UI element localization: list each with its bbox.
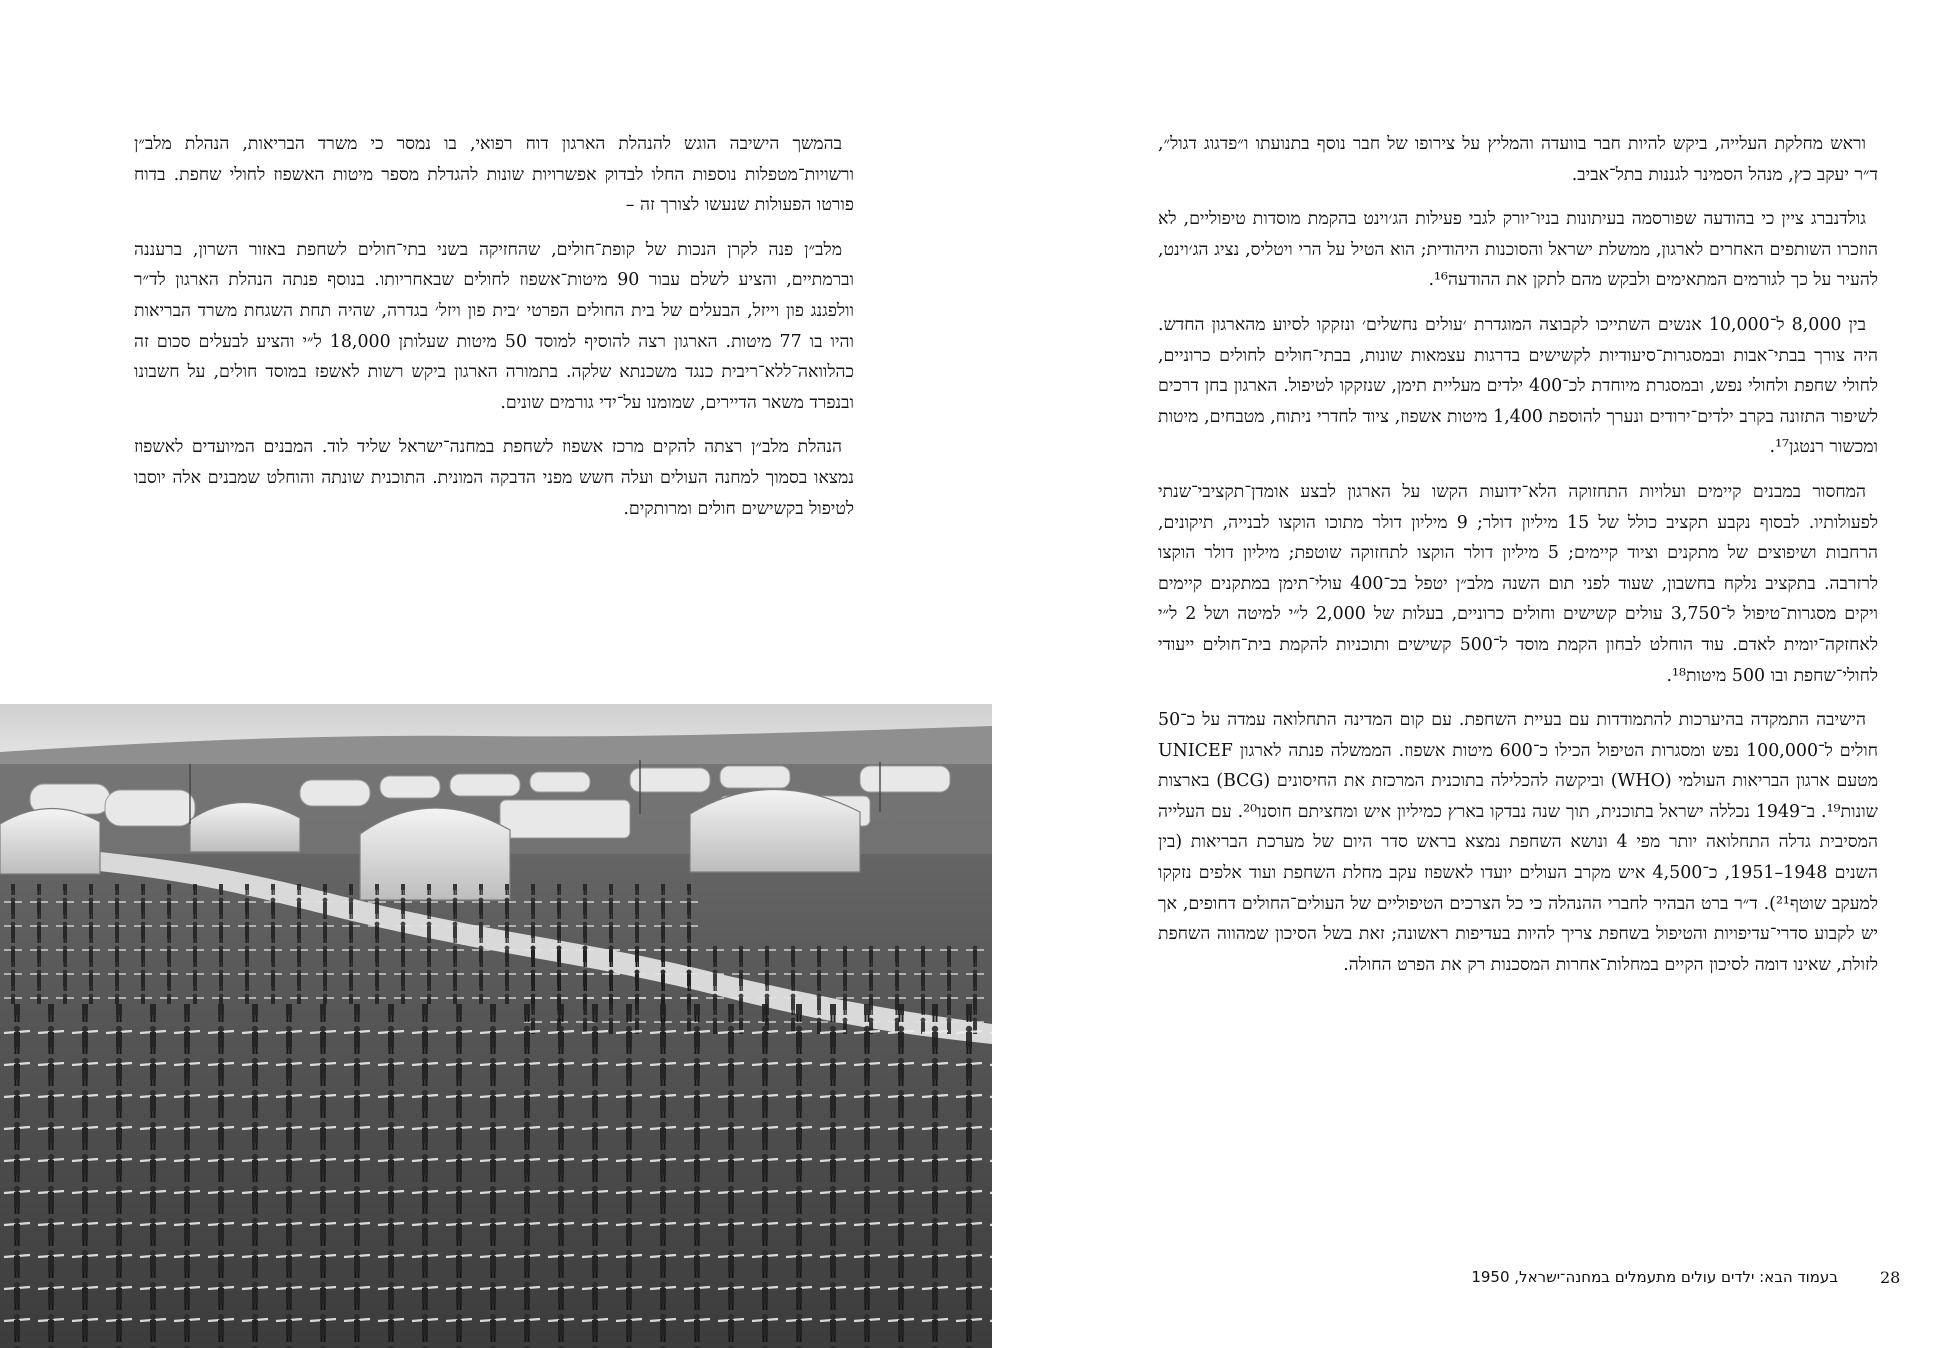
paragraph: המחסור במבנים קיימים ועלויות התחזוקה הלא־ידועות הקשו על הארגון לבצע אומדן־תקציבי־שנתי לפעולותיו. לבסוף נקבע תקציב כולל של 15 מיליון דולר; 9 מיליון דולר מתוכו הוקצו לבנייה, תיקונים, הרחבות ושיפוצים של מתקנים וציוד קיימים; 5 מיליון דולר הוקצו לתחזוקה שוטפת; מיליון דולר הוקצו לרזרבה. בתקציב נלקח בחשבון, שעוד לפני תום השנה מלב״ן יטפל בכ־400 עולי־תימן במתקנים קיימים ויקים מסגרות־טיפול ל־3,750 עולים קשישים וחולים כרוניים, בעלות של 2,000 ל״י למיטה ושל 2 ל״י לאחזקה־יומית לאדם. עוד הוחלט לבחון הקמת מוסד ל־500 קשישים ותוכניות להקמת בית־חולים ייעודי לחולי־שחפת ובו 500 מיטות¹⁸.	[1158, 481, 1879, 686]
paragraph: הישיבה התמקדה בהיערכות להתמודדות עם בעיית השחפת. עם קום המדינה התחלואה עמדה על כ־50 חולים ל־100,000 נפש ומסגרות הטיפול הכילו כ־600 מיטות אשפוז. הממשלה פנתה לארגון UNICEF מטעם ארגון הבריאות העולמי (WHO) וביקשה להכלילה בתוכנית המרכזת את החיסונים (BCG) בארצות שונות¹⁹. ב־1949 נכללה ישראל בתוכנית, תוך שנה נבדקו בארץ כמיליון איש ומחציתם חוסנו²⁰. עם העלייה המסיבית גדלה התחלואה יותר מפי 4 ונושא השחפת נמצא בראש סדר היום של מערכת הבריאות (בין השנים 1948–1951, כ־4,500 איש מקרב העולים יועדו לאשפוז עקב מחלת השחפת ועוד אלפים נזקקו למעקב שוטף²¹). ד״ר ברט הבהיר לחברי ההנהלה כי כל הצרכים הטיפוליים של העולים־החולים דחופים, אך יש לקבוע סדרי־עדיפויות והטיפול בשחפת צריך להיות בעדיפות ראשונה; זאת בשל הסיכון שמהווה השחפת לזולת, שאינו דומה לסיכון הקיים במחלות־אחרות המסכנות רק את הפרט החולה.	[1158, 710, 1879, 975]
paragraph: גולדנברג ציין כי בהודעה שפורסמה בעיתונות בניו־יורק לגבי פעילות הג׳וינט בהקמת מוסדות טיפוליים, לא הוזכרו השותפים האחרים לארגון, ממשלת ישראל והסוכנות היהודית; הוא הטיל על הרי ויטליס, נציג הג׳וינט, להעיר על כך לגורמים המתאימים ולבקש מהם לתקן את ההודעה¹⁶.	[1158, 209, 1878, 291]
paragraph: בין 8,000 ל־10,000 אנשים השתייכו לקבוצה המוגדרת ׳עולים נחשלים׳ ונזקקו לסיוע מהארגון החדש. היה צורך בבתי־אבות ובמסגרות־סיעודיות לקשישים בדרגות עצמאות שונות, בבתי־חולים לחולים כרוניים, לחולי שחפת ולחולי נפש, ובמסגרת מיוחדת לכ־400 ילדים מעליית תימן, שנזקקו לטיפול. הארגון בחן דרכים לשיפור התזונה בקרב ילדים־ירודים ונערך להוספת 1,400 מיטות אשפוז, ציוד לחדרי ניתוח, מטבחים, מיטות ומכשור רנטגן¹⁷.	[1158, 314, 1878, 458]
left-text-column	[134, 129, 854, 524]
page-number: 28	[1880, 1268, 1901, 1287]
paragraph: בהמשך הישיבה הוגש להנהלת הארגון דוח רפואי, בו נמסר כי משרד הבריאות, הנהלת מלב״ן ורשויות־מטפלות נוספות החלו לבדוק אפשרויות שונות להגדלת מספר מיטות האשפוז לחולי שחפת. בדוח פורטו הפעולות שנעשו לצורך זה –	[134, 134, 854, 216]
camp-photograph	[0, 704, 992, 1348]
paragraph: וראש מחלקת העלייה, ביקש להיות חבר בוועדה והמליץ על צירופו של חבר נוסף בתנועתו ו״פדגוג דגול״, ד״ר יעקב כץ, מנהל הסמינר לגננות בתל־אביב.	[1158, 134, 1878, 185]
photo-caption: בעמוד הבא: ילדים עולים מתעמלים במחנה־ישראל, 1950	[1471, 1268, 1838, 1286]
paragraph: מלב״ן פנה לקרן הנכות של קופת־חולים, שהחזיקה בשני בתי־חולים לשחפת באזור השרון, ברעננה וברמתיים, והציע לשלם עבור 90 מיטות־אשפוז לחולים שבאחריותו. בנוסף פנתה הנהלת הארגון לד״ר וולפגנג פון וייזל, הבעלים של בית החולים הפרטי ׳בית פון ויזל׳ בגדרה, שהיה תחת השגחת משרד הבריאות והיו בו 77 מיטות. הארגון רצה להוסיף למוסד 50 מיטות שעלותן 18,000 ל״י והציע לבעלים סכום זה כהלוואה־ללא־ריבית כנגד משכנתא שלקה. בתמורה הארגון ביקש רשות לאשפז במוסד חולים, על חשבונו ובנפרד משאר הדיירים, שמומנו על־ידי גורמים שונים.	[134, 239, 854, 413]
paragraph: הנהלת מלב״ן רצתה להקים מרכז אשפוז לשחפת במחנה־ישראל שליד לוד. המבנים המיועדים לאשפוז נמצאו בסמוך למחנה העולים ועלה חשש מפני הדבקה המונית. התוכנית שונתה והוחלט שמבנים אלה יוסבו לטיפול בקשישים חולים ומרותקים.	[134, 437, 854, 519]
right-text-column	[1158, 129, 1878, 980]
